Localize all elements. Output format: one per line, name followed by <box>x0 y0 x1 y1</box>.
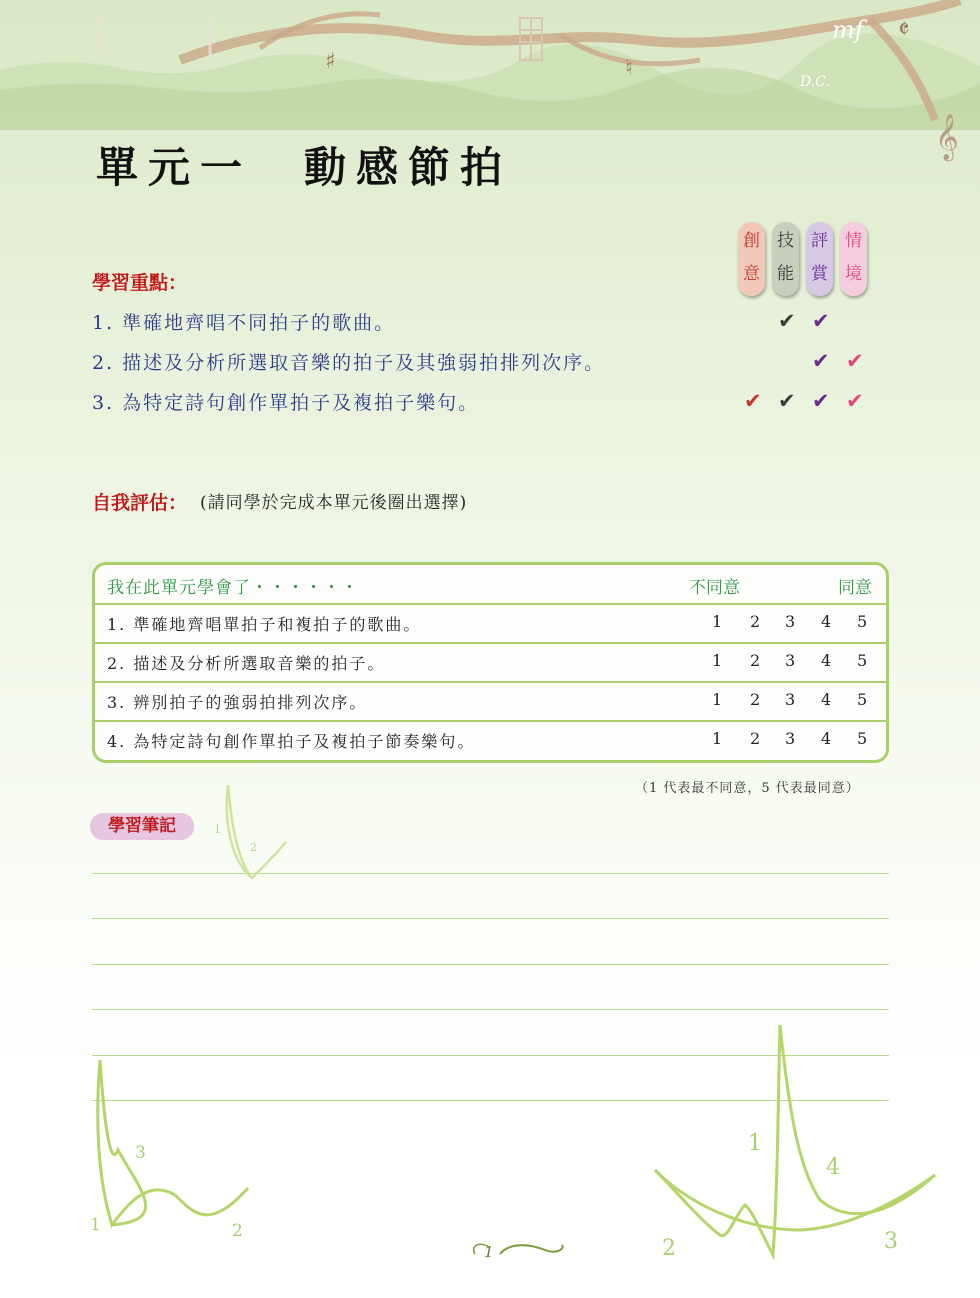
rating-option-1[interactable]: 1 <box>712 612 723 631</box>
rating-option-1[interactable]: 1 <box>712 651 723 670</box>
assessment-instruction: (請同學於完成本單元後圈出選擇) <box>200 493 468 513</box>
check-icon: ✔ <box>744 389 762 413</box>
note-line[interactable] <box>92 1009 889 1010</box>
svg-text:𝄵: 𝄵 <box>898 15 910 45</box>
domain-char: 境 <box>845 264 862 284</box>
check-icon: ✔ <box>846 349 864 373</box>
objective-item-1: 1. 準確地齊唱不同拍子的歌曲。 <box>92 312 396 334</box>
note-line[interactable] <box>92 918 889 919</box>
table-header <box>95 565 886 603</box>
rating-option-4[interactable]: 4 <box>821 729 832 748</box>
rating-option-1[interactable]: 1 <box>712 690 723 709</box>
rating-option-5[interactable]: 5 <box>857 729 868 748</box>
note-line[interactable] <box>92 873 889 874</box>
rating-option-3[interactable]: 3 <box>785 651 796 670</box>
rating-option-5[interactable]: 5 <box>857 612 868 631</box>
rating-option-4[interactable]: 4 <box>821 690 832 709</box>
domain-tag-creativity <box>738 222 765 296</box>
svg-text:♮: ♮ <box>625 56 633 81</box>
scale-note: （1 代表最不同意，5 代表最同意） <box>635 781 860 796</box>
domain-tag-skills <box>772 222 799 296</box>
rating-option-4[interactable]: 4 <box>821 612 832 631</box>
beat-number: 1 <box>90 1215 101 1235</box>
objectives-heading: 學習重點： <box>92 272 188 294</box>
assessment-heading: 自我評估： <box>92 492 188 514</box>
rating-option-5[interactable]: 5 <box>857 651 868 670</box>
check-icon: ✔ <box>812 349 830 373</box>
page-number: 1 <box>484 1243 494 1261</box>
rating-option-3[interactable]: 3 <box>785 729 796 748</box>
disagree-label: 不同意 <box>689 578 740 598</box>
rating-option-2[interactable]: 2 <box>750 612 761 631</box>
beat-number: 4 <box>826 1155 840 1180</box>
note-line[interactable] <box>92 1100 889 1101</box>
domain-char: 評 <box>811 231 828 251</box>
svg-text:𝄞: 𝄞 <box>935 114 959 160</box>
objective-item-3: 3. 為特定詩句創作單拍子及複拍子樂句。 <box>92 392 480 414</box>
check-icon: ✔ <box>778 389 796 413</box>
statement-text: 3. 辨別拍子的強弱拍排列次序。 <box>107 693 368 712</box>
rating-option-1[interactable]: 1 <box>712 729 723 748</box>
check-icon: ✔ <box>778 309 796 333</box>
beat-number: 3 <box>135 1143 146 1163</box>
mf-mark: mf <box>832 16 864 44</box>
statement-text: 2. 描述及分析所選取音樂的拍子。 <box>107 654 386 673</box>
domain-char: 賞 <box>811 264 828 284</box>
objective-item-2: 2. 描述及分析所選取音樂的拍子及其強弱拍排列次序。 <box>92 352 606 374</box>
header-decoration <box>0 0 980 160</box>
domain-tag-context <box>840 222 867 296</box>
svg-text:♯: ♯ <box>325 49 336 74</box>
domain-char: 技 <box>777 231 794 251</box>
beat-number: 1 <box>748 1131 762 1156</box>
rating-option-4[interactable]: 4 <box>821 651 832 670</box>
check-icon: ✔ <box>846 389 864 413</box>
beat-number: 2 <box>250 841 257 854</box>
table-row <box>95 642 886 680</box>
rating-option-3[interactable]: 3 <box>785 612 796 631</box>
note-line[interactable] <box>92 1055 889 1056</box>
domain-tag-appreciation <box>806 222 833 296</box>
notes-label: 學習筆記 <box>90 813 194 840</box>
domain-char: 情 <box>845 231 862 251</box>
agree-label: 同意 <box>838 578 872 598</box>
rating-option-5[interactable]: 5 <box>857 690 868 709</box>
table-header-label: 我在此單元學會了・・・・・・ <box>107 578 359 598</box>
domain-char: 能 <box>777 264 794 284</box>
statement-text: 1. 準確地齊唱單拍子和複拍子的歌曲。 <box>107 615 422 634</box>
beat-number: 1 <box>214 823 221 836</box>
beat-number: 2 <box>232 1221 243 1241</box>
rating-option-2[interactable]: 2 <box>750 690 761 709</box>
check-icon: ✔ <box>812 389 830 413</box>
domain-char: 意 <box>743 264 760 284</box>
statement-text: 4. 為特定詩句創作單拍子及複拍子節奏樂句。 <box>107 732 476 751</box>
dc-mark: D.C. <box>800 74 830 90</box>
table-row <box>95 603 886 641</box>
self-assessment-table <box>92 562 889 763</box>
rating-option-2[interactable]: 2 <box>750 651 761 670</box>
check-icon: ✔ <box>812 309 830 333</box>
domain-char: 創 <box>743 231 760 251</box>
page-title: 單元一 動感節拍 <box>96 143 513 192</box>
table-row <box>95 720 886 758</box>
rating-option-2[interactable]: 2 <box>750 729 761 748</box>
rating-option-3[interactable]: 3 <box>785 690 796 709</box>
beat-number: 2 <box>662 1236 676 1261</box>
beat-number: 3 <box>884 1229 898 1254</box>
note-line[interactable] <box>92 964 889 965</box>
table-row <box>95 681 886 719</box>
